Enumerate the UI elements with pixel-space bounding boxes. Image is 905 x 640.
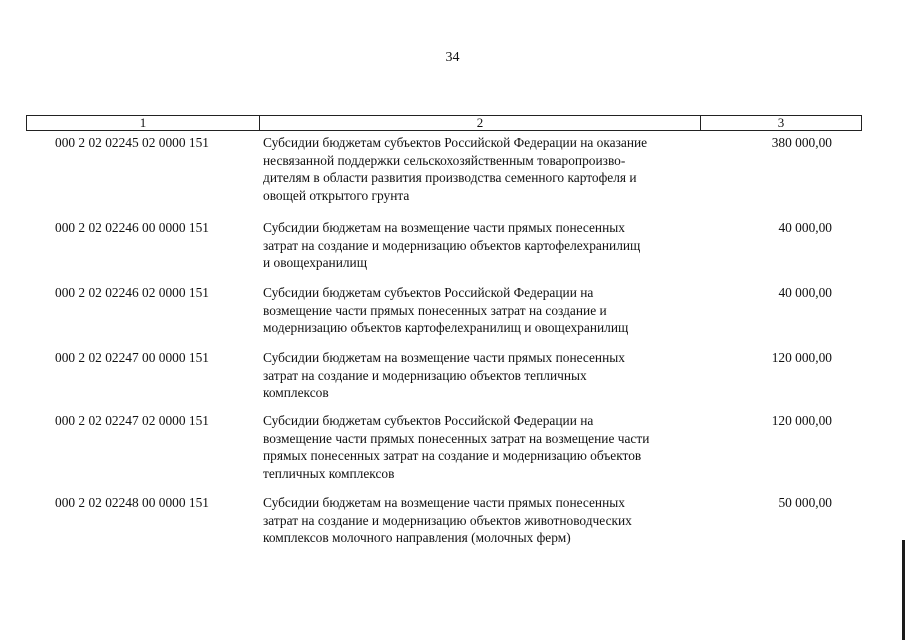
table-row xyxy=(26,349,862,412)
row-amount: 120 000,00 xyxy=(771,413,832,428)
description-line: комплексов молочного направления (молочных ферм) xyxy=(263,530,571,545)
description-line: Субсидии бюджетам субъектов Российской Федерации на оказание xyxy=(263,135,648,150)
table-row xyxy=(26,284,862,349)
description-line: возмещение части прямых понесенных затрат на возмещение части xyxy=(263,430,650,446)
description-line: затрат на создание и модернизацию объектов картофелехранилищ xyxy=(263,237,641,253)
description-line: дителям в области развития производства семенного картофеля и xyxy=(263,170,637,185)
row-code: 000 2 02 02247 02 0000 151 xyxy=(55,413,209,428)
description-line: комплексов xyxy=(263,385,329,400)
row-code: 000 2 02 02246 00 0000 151 xyxy=(55,220,209,235)
row-amount: 380 000,00 xyxy=(771,135,832,150)
description-line: прямых понесенных затрат на создание и модернизацию объектов xyxy=(263,448,642,463)
row-description xyxy=(259,284,700,349)
description-line: Субсидии бюджетам на возмещение части прямых понесенных xyxy=(263,350,625,365)
description-line: Субсидии бюджетам субъектов Российской Федерации на xyxy=(263,413,594,428)
row-description xyxy=(259,494,700,554)
description-line: модернизацию объектов картофелехранилищ и овощехранилищ xyxy=(263,320,629,335)
table-row xyxy=(26,219,862,284)
description-line: Субсидии бюджетам на возмещение части прямых понесенных xyxy=(263,495,625,510)
description-line: возмещение части прямых понесенных затрат на создание и xyxy=(263,302,607,318)
column-header-3: 3 xyxy=(777,115,785,130)
row-description xyxy=(259,134,700,219)
row-amount: 40 000,00 xyxy=(778,220,832,235)
row-description xyxy=(259,412,700,494)
table-row xyxy=(26,494,862,554)
row-description xyxy=(259,219,700,284)
row-description xyxy=(259,349,700,412)
description-line: затрат на создание и модернизацию объектов тепличных xyxy=(263,367,587,383)
column-header-1: 1 xyxy=(27,116,260,130)
row-amount: 120 000,00 xyxy=(771,350,832,365)
row-amount: 40 000,00 xyxy=(778,285,832,300)
description-line: Субсидии бюджетам субъектов Российской Федерации на xyxy=(263,285,594,300)
row-code: 000 2 02 02246 02 0000 151 xyxy=(55,285,209,300)
description-line: тепличных комплексов xyxy=(263,465,395,481)
description-line: и овощехранилищ xyxy=(263,255,368,270)
row-code: 000 2 02 02248 00 0000 151 xyxy=(55,495,209,510)
description-line: несвязанной поддержки сельскохозяйственным товаропроизво- xyxy=(263,152,626,168)
description-line: затрат на создание и модернизацию объектов животноводческих xyxy=(263,512,632,528)
table-row xyxy=(26,134,862,219)
table-body xyxy=(26,134,862,554)
description-line: Субсидии бюджетам на возмещение части прямых понесенных xyxy=(263,220,625,235)
row-code: 000 2 02 02245 02 0000 151 xyxy=(55,135,209,150)
column-header-2: 2 xyxy=(260,116,701,130)
page-number: 34 xyxy=(445,50,460,65)
table-header xyxy=(26,115,862,131)
description-line: овощей открытого грунта xyxy=(263,187,410,203)
row-amount: 50 000,00 xyxy=(778,495,832,510)
row-code: 000 2 02 02247 00 0000 151 xyxy=(55,350,209,365)
table-row xyxy=(26,412,862,494)
